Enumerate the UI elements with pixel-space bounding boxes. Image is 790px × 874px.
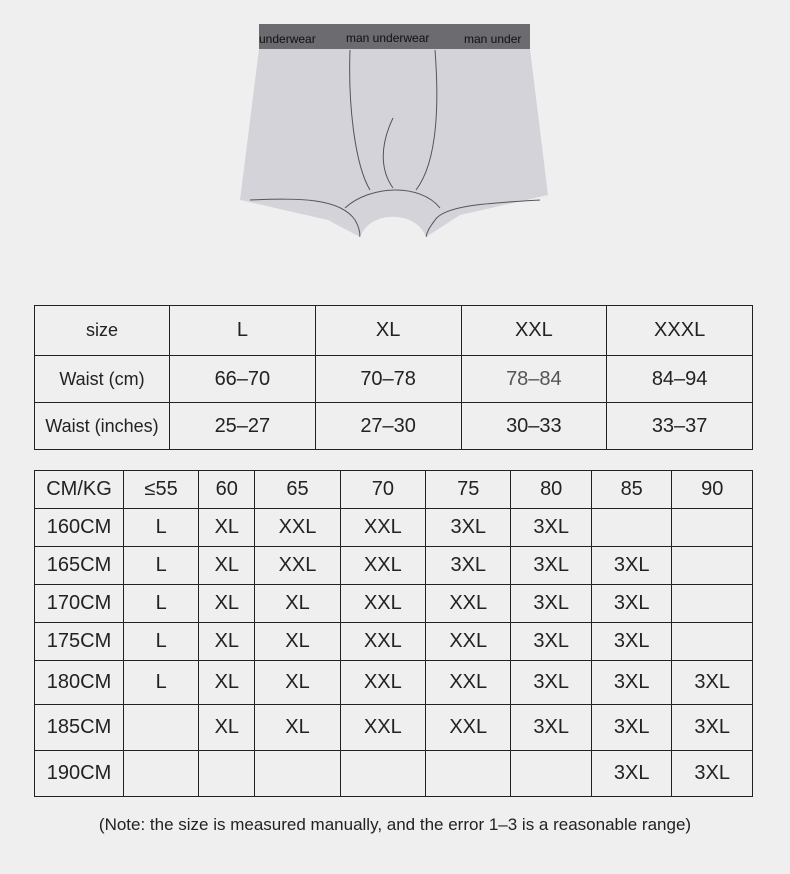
header-cell: XL (315, 306, 461, 356)
table-row (35, 585, 753, 623)
table-cell (199, 751, 255, 797)
header-cell: 90 (672, 471, 753, 509)
row-label: 165CM (35, 547, 124, 585)
table-cell: XXL (340, 585, 425, 623)
row-label: 180CM (35, 661, 124, 705)
row-label: Waist (inches) (35, 403, 170, 450)
table-row (35, 623, 753, 661)
table-cell: L (124, 661, 199, 705)
table-cell: L (124, 585, 199, 623)
waistband-text: underwear (259, 32, 316, 46)
table-cell: 3XL (591, 751, 672, 797)
table-cell: XL (255, 661, 340, 705)
waistband-text: man underwear (346, 31, 430, 45)
table-row (35, 547, 753, 585)
table-cell: XL (199, 585, 255, 623)
table-cell: 3XL (426, 509, 511, 547)
table-cell: 25–27 (170, 403, 316, 450)
header-cell: 70 (340, 471, 425, 509)
table-cell: XL (199, 623, 255, 661)
measurement-note: (Note: the size is measured manually, and the error 1–3 is a reasonable range) (98, 815, 692, 834)
header-cell: 75 (426, 471, 511, 509)
header-cell: ≤55 (124, 471, 199, 509)
table-cell: XXL (340, 547, 425, 585)
table-row (35, 661, 753, 705)
table-cell: 27–30 (315, 403, 461, 450)
table-cell: XL (199, 705, 255, 751)
header-cell: XXL (461, 306, 607, 356)
table-cell: 3XL (591, 585, 672, 623)
table-cell: XL (199, 661, 255, 705)
table-cell: 84–94 (607, 356, 753, 403)
table-cell (672, 547, 753, 585)
table-header-row (35, 306, 753, 356)
row-label: 185CM (35, 705, 124, 751)
table-cell: 3XL (511, 509, 592, 547)
table-cell: XXL (426, 585, 511, 623)
table-row (35, 705, 753, 751)
table-cell (672, 585, 753, 623)
table-cell: 70–78 (315, 356, 461, 403)
table-cell: 3XL (591, 547, 672, 585)
table-cell: L (124, 547, 199, 585)
table-cell: 3XL (672, 705, 753, 751)
table-cell (124, 705, 199, 751)
table-cell: 78–84 (461, 356, 607, 403)
table-cell: 3XL (591, 705, 672, 751)
table-cell: XXL (340, 509, 425, 547)
table-cell: 3XL (591, 661, 672, 705)
waist-size-table (34, 305, 753, 450)
table-cell: XL (255, 623, 340, 661)
table-cell (672, 509, 753, 547)
table-cell: 30–33 (461, 403, 607, 450)
height-weight-table (34, 470, 753, 797)
table-cell (591, 509, 672, 547)
table-cell: XXL (426, 623, 511, 661)
header-cell: 65 (255, 471, 340, 509)
table-cell: XXL (340, 661, 425, 705)
header-cell: 80 (511, 471, 592, 509)
table-cell: XXL (255, 509, 340, 547)
underwear-illustration (230, 15, 560, 245)
table-cell (255, 751, 340, 797)
table-cell: XXL (340, 705, 425, 751)
header-cell: 60 (199, 471, 255, 509)
table-cell: 3XL (511, 705, 592, 751)
table-cell (511, 751, 592, 797)
table-cell: XL (199, 547, 255, 585)
table-cell: 3XL (426, 547, 511, 585)
table-cell: XXL (426, 661, 511, 705)
header-cell: 85 (591, 471, 672, 509)
table-cell (672, 623, 753, 661)
table-cell: 3XL (591, 623, 672, 661)
header-cell: CM/KG (35, 471, 124, 509)
table-cell: XL (255, 705, 340, 751)
row-label: 175CM (35, 623, 124, 661)
table-cell: 3XL (511, 585, 592, 623)
table-cell: XXL (255, 547, 340, 585)
table-cell: XL (199, 509, 255, 547)
table-cell: 66–70 (170, 356, 316, 403)
table-cell: XXL (340, 623, 425, 661)
table-row (35, 509, 753, 547)
table-cell: 33–37 (607, 403, 753, 450)
row-label: 160CM (35, 509, 124, 547)
table-cell: 3XL (511, 661, 592, 705)
table-cell (340, 751, 425, 797)
table-cell: 3XL (672, 661, 753, 705)
table-row (35, 403, 753, 450)
table-cell (426, 751, 511, 797)
table-cell: L (124, 509, 199, 547)
row-label: 190CM (35, 751, 124, 797)
table-cell: XXL (426, 705, 511, 751)
table-row (35, 751, 753, 797)
table-cell (124, 751, 199, 797)
table-cell: 3XL (511, 547, 592, 585)
row-label: Waist (cm) (35, 356, 170, 403)
table-cell: 3XL (672, 751, 753, 797)
table-cell: XL (255, 585, 340, 623)
header-cell: XXXL (607, 306, 753, 356)
table-cell: L (124, 623, 199, 661)
table-row (35, 356, 753, 403)
waistband-text: man under (464, 32, 522, 46)
row-label: 170CM (35, 585, 124, 623)
header-cell: L (170, 306, 316, 356)
table-header-row (35, 471, 753, 509)
header-cell: size (35, 306, 170, 356)
table-cell: 3XL (511, 623, 592, 661)
